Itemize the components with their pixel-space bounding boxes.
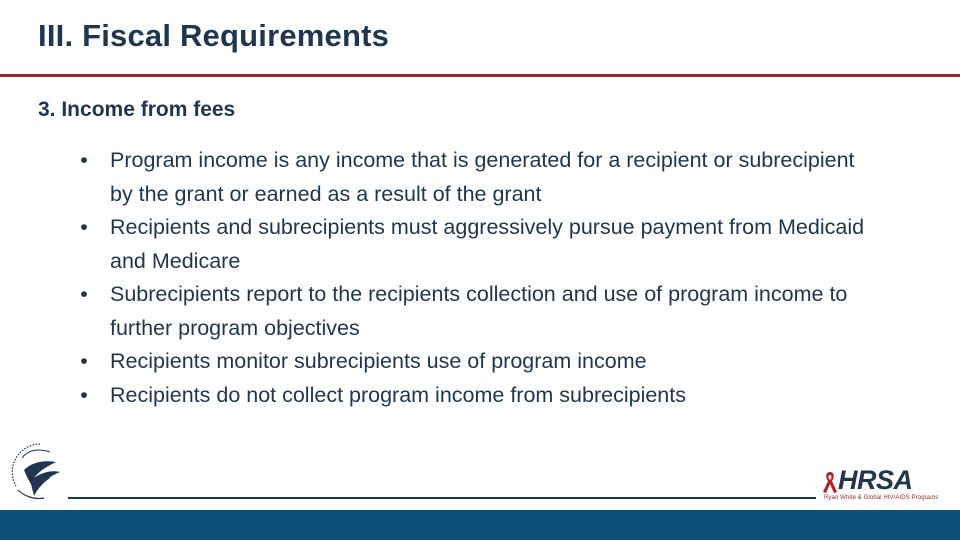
bullet-list: [74, 144, 874, 412]
footer-bar: [0, 510, 960, 540]
bullet-icon: •: [80, 282, 88, 306]
bullet-icon: •: [80, 148, 88, 172]
bullet-icon: •: [80, 215, 88, 239]
hrsa-wordmark: HRSA: [838, 465, 913, 495]
bullet-item: [74, 144, 874, 211]
title-divider: [0, 74, 960, 77]
bullet-item: [74, 278, 874, 345]
bullet-text: Recipients and subrecipients must aggressively pursue payment from Medicaid and Medicare: [110, 215, 865, 273]
bullet-icon: •: [80, 349, 88, 373]
footer-divider: [68, 497, 816, 499]
hrsa-logo: [816, 465, 940, 506]
slide-title: III. Fiscal Requirements: [38, 18, 390, 53]
bullet-item: [74, 345, 874, 379]
red-ribbon-icon: [820, 470, 840, 496]
bullet-icon: •: [80, 382, 88, 407]
bullet-item: [74, 211, 874, 278]
bullet-text: Recipients do not collect program income from subrecipients: [110, 382, 686, 407]
bullet-item: [74, 379, 874, 413]
bullet-text: Program income is any income that is generated for a recipient or subrecipient by the grant or earned as a result of the grant: [110, 148, 855, 206]
bullet-text: Recipients monitor subrecipients use of program income: [110, 349, 647, 373]
section-heading: 3. Income from fees: [38, 98, 236, 121]
bullet-text: Subrecipients report to the recipients collection and use of program income to further program objectives: [110, 282, 848, 340]
hrsa-tagline: Ryan White & Global HIV/AIDS Programs: [824, 495, 939, 501]
hhs-eagle-seal-icon: [10, 440, 70, 506]
